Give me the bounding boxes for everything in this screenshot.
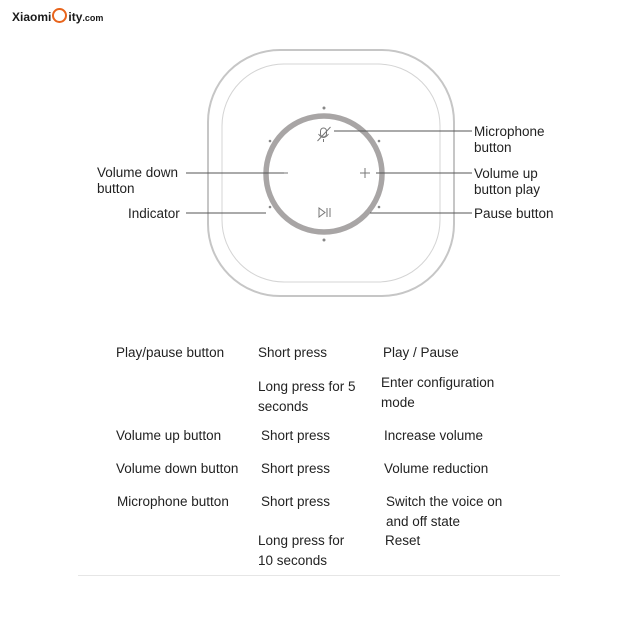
indicator-dot: [323, 107, 326, 110]
pause-callout-label: Pause button: [474, 206, 554, 221]
table-cell-action: Long press for 5 seconds: [258, 379, 356, 414]
volume-down-callout-label: Volume down button: [97, 165, 179, 196]
brand-name-part2: ity: [68, 10, 83, 24]
brand-suffix: .com: [82, 13, 104, 23]
indicator-dot: [323, 239, 326, 242]
table-cell-button: Volume down button: [116, 461, 239, 476]
table-cell-result: Switch the voice on and off state: [386, 494, 503, 529]
table-cell-button: Play/pause button: [116, 345, 225, 360]
mic-mute-icon[interactable]: [318, 127, 331, 142]
indicator-dot: [269, 206, 272, 209]
table-cell-result: Enter configuration mode: [381, 375, 495, 410]
table-cell-action: Short press: [261, 494, 331, 509]
table-cell-result: Reset: [385, 533, 421, 548]
table-cell-result: Increase volume: [384, 428, 484, 443]
bottom-divider: [78, 575, 560, 576]
plus-icon[interactable]: [360, 168, 370, 178]
play-pause-icon[interactable]: [319, 208, 330, 217]
indicator-dot: [378, 140, 381, 143]
table-cell-action: Short press: [258, 345, 328, 360]
table-cell-action: Short press: [261, 428, 331, 443]
table-cell-result: Volume reduction: [384, 461, 489, 476]
table-cell-result: Play / Pause: [383, 345, 459, 360]
indicator-dot: [378, 206, 381, 209]
callout-lines: [186, 131, 472, 213]
microphone-callout-label: Microphone button: [474, 124, 545, 155]
volume-up-callout-label: Volume up button play: [474, 166, 541, 197]
brand-name-part1: Xiaomi: [12, 10, 52, 24]
table-cell-action: Long press for 10 seconds: [258, 533, 345, 568]
table-cell-button: Volume up button: [116, 428, 222, 443]
table-cell-button: Microphone button: [117, 494, 229, 509]
indicator-dot: [269, 140, 272, 143]
table-cell-action: Short press: [261, 461, 331, 476]
indicator-callout-label: Indicator: [128, 206, 180, 221]
